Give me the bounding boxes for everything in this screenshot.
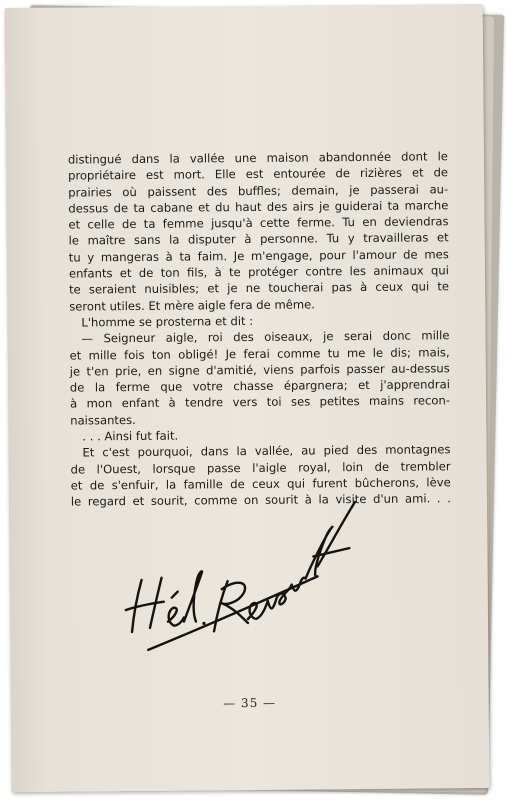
book-page — [5, 4, 490, 792]
text-line: enfants et de ton fils, à te protéger contre les animaux qui — [68, 263, 449, 281]
text-line: — Seigneur aigle, roi des oiseaux, je serai donc mille — [81, 328, 450, 346]
text-line: de l'Ouest, lorsque passe l'aigle royal, loin de trembler — [70, 458, 451, 477]
text-line: de la ferme que votre chasse épargnera; et j'apprendrai — [69, 377, 450, 395]
text-line: le regard et sourit, comme on sourit à la visite d'un ami. . . — [70, 491, 451, 509]
text-line: et celle de ta femme jusqu'à cette ferme. Tu en deviendras — [68, 214, 449, 232]
text-line: . . . Ainsi fut fait. — [82, 428, 179, 444]
page-number: — 35 — — [223, 695, 277, 711]
text-line: prairies où paissent des buffles; demain, je passerai au- — [68, 181, 449, 200]
text-line: le maître sans la disputer à personne. Tu y travailleras et — [68, 230, 449, 249]
text-line: naissantes. — [70, 412, 136, 428]
text-line: te seraient nuisibles; et je ne toucherai pas à ceux qui te — [68, 279, 450, 297]
text-line: et de s'enfuir, la famille de ceux qui furent bûcherons, lève — [70, 475, 451, 493]
text-line: tu y mangeras à ta faim. Je m'engage, pour l'amour de mes — [68, 247, 449, 265]
text-line: Et c'est pourquoi, dans la vallée, au pied des montagnes — [82, 442, 451, 460]
text-line: distingué dans la vallée une maison abandonnée dont le — [67, 149, 448, 167]
handwritten-signature — [117, 480, 379, 672]
text-line: L'homme se prosterna et dit : — [81, 313, 254, 330]
text-line: dessus de ta cabane et du haut des airs je guiderai ta marche — [68, 198, 449, 216]
text-line: je t'en prie, en signe d'amitié, viens parfois passer au-dessus — [69, 361, 450, 379]
text-line: et mille fois ton obligé! Je ferai comme tu me le dis; mais, — [69, 344, 450, 363]
body-text — [68, 148, 451, 510]
text-line: propriétaire est mort. Elle est entourée de rizières et de — [67, 165, 449, 183]
text-line: seront utiles. Et mère aigle fera de même. — [69, 297, 316, 314]
text-line: à mon enfant à tendre vers toi ses petites mains recon- — [69, 393, 451, 411]
